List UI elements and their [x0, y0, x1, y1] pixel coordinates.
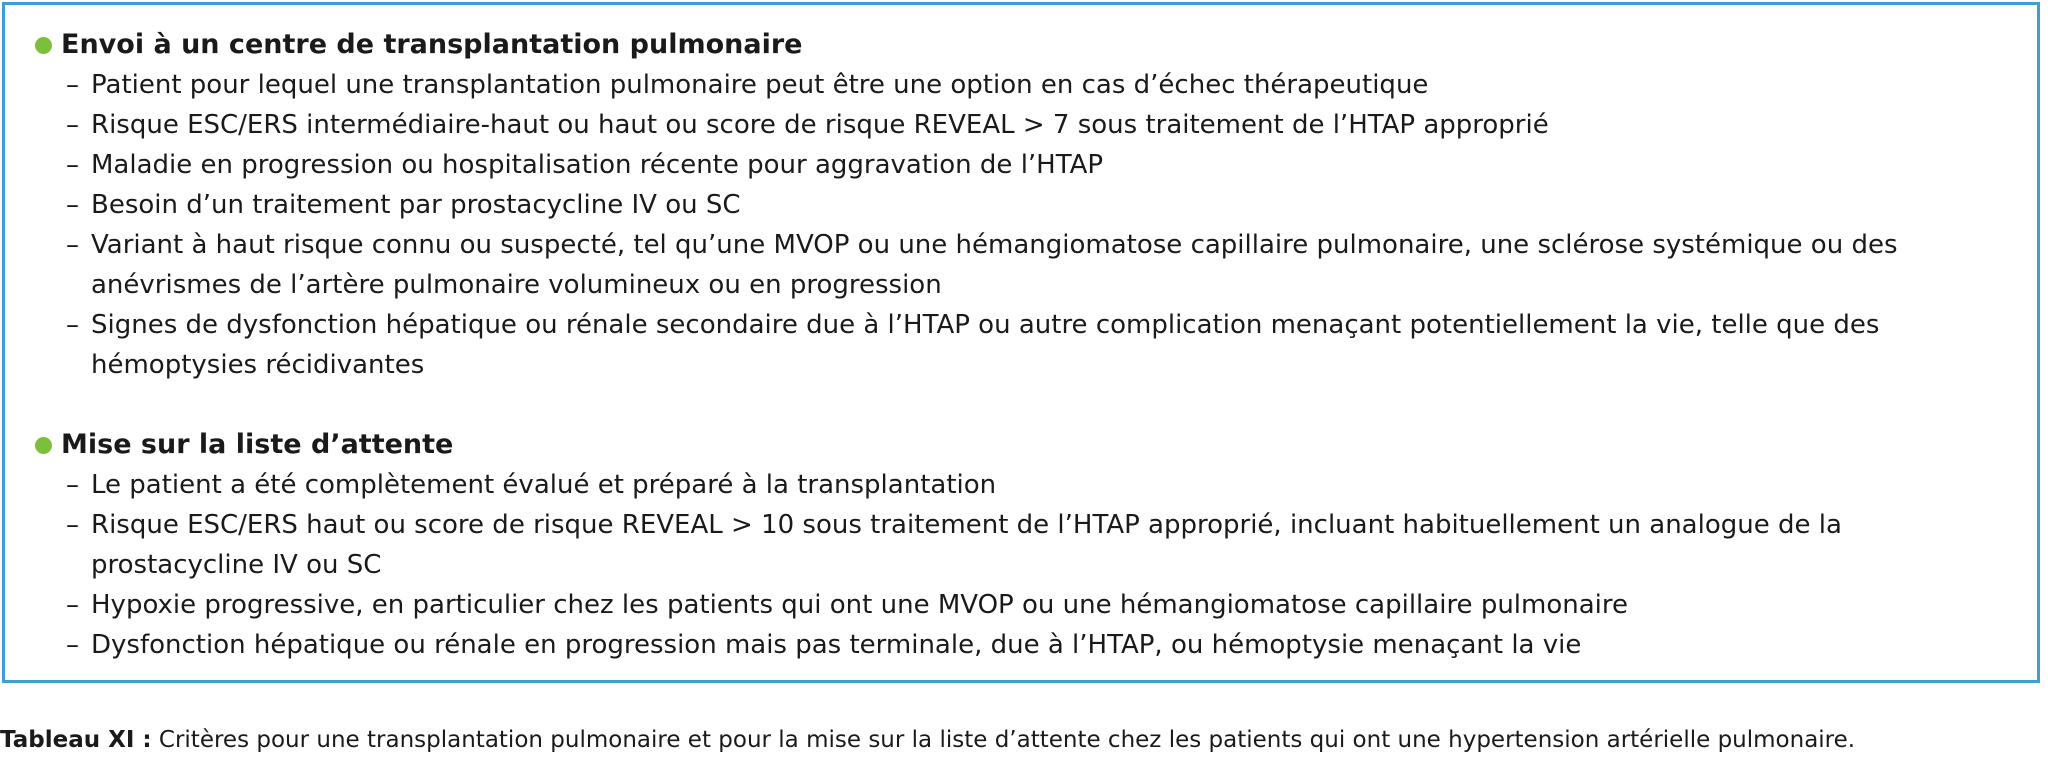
dash-icon: –	[66, 150, 79, 180]
criteria-table	[2, 2, 2040, 683]
list-item: – Le patient a été complètement évalué et préparé à la transplantation	[66, 465, 2017, 505]
green-bullet-icon	[35, 37, 52, 54]
dash-icon: –	[66, 470, 79, 500]
dash-icon: –	[66, 590, 79, 620]
section-heading	[35, 25, 2017, 65]
criteria-list	[35, 465, 2017, 665]
section-heading	[35, 425, 2017, 465]
section-heading-text: Envoi à un centre de transplantation pulmonaire	[61, 29, 803, 60]
list-item: – Besoin d’un traitement par prostacycline IV ou SC	[66, 185, 2017, 225]
dash-icon: –	[66, 630, 79, 660]
dash-icon: –	[66, 110, 79, 140]
section-waiting-list	[35, 425, 2017, 665]
list-item: – Patient pour lequel une transplantation pulmonaire peut être une option en cas d’échec thérapeutique	[66, 65, 2017, 105]
list-item: – Signes de dysfonction hépatique ou rénale secondaire due à l’HTAP ou autre complication menaçant potentiellement la vie, telle que des hémoptysies récidivantes	[66, 305, 2017, 385]
caption-label: Tableau XI :	[0, 727, 152, 753]
section-transplant-referral	[35, 25, 2017, 385]
dash-icon: –	[66, 310, 79, 340]
list-item: – Maladie en progression ou hospitalisation récente pour aggravation de l’HTAP	[66, 145, 2017, 185]
section-heading-text: Mise sur la liste d’attente	[61, 429, 454, 460]
green-bullet-icon	[35, 437, 52, 454]
list-item: – Dysfonction hépatique ou rénale en progression mais pas terminale, due à l’HTAP, ou hémoptysie menaçant la vie	[66, 625, 2017, 665]
dash-icon: –	[66, 190, 79, 220]
caption-text: Critères pour une transplantation pulmonaire et pour la mise sur la liste d’attente chez les patients qui ont une hypertension artérielle pulmonaire.	[158, 727, 1856, 753]
list-item: – Hypoxie progressive, en particulier chez les patients qui ont une MVOP ou une hémangiomatose capillaire pulmonaire	[66, 585, 2017, 625]
dash-icon: –	[66, 510, 79, 540]
dash-icon: –	[66, 230, 79, 260]
criteria-list	[35, 65, 2017, 385]
list-item: – Variant à haut risque connu ou suspecté, tel qu’une MVOP ou une hémangiomatose capillaire pulmonaire, une sclérose systémique ou des anévrismes de l’artère pulmonaire volumineux ou en progression	[66, 225, 2017, 305]
table-caption	[0, 725, 2040, 755]
list-item: – Risque ESC/ERS haut ou score de risque REVEAL > 10 sous traitement de l’HTAP approprié, incluant habituellement un analogue de la prostacycline IV ou SC	[66, 505, 2017, 585]
dash-icon: –	[66, 70, 79, 100]
list-item: – Risque ESC/ERS intermédiaire-haut ou haut ou score de risque REVEAL > 7 sous traitement de l’HTAP approprié	[66, 105, 2017, 145]
